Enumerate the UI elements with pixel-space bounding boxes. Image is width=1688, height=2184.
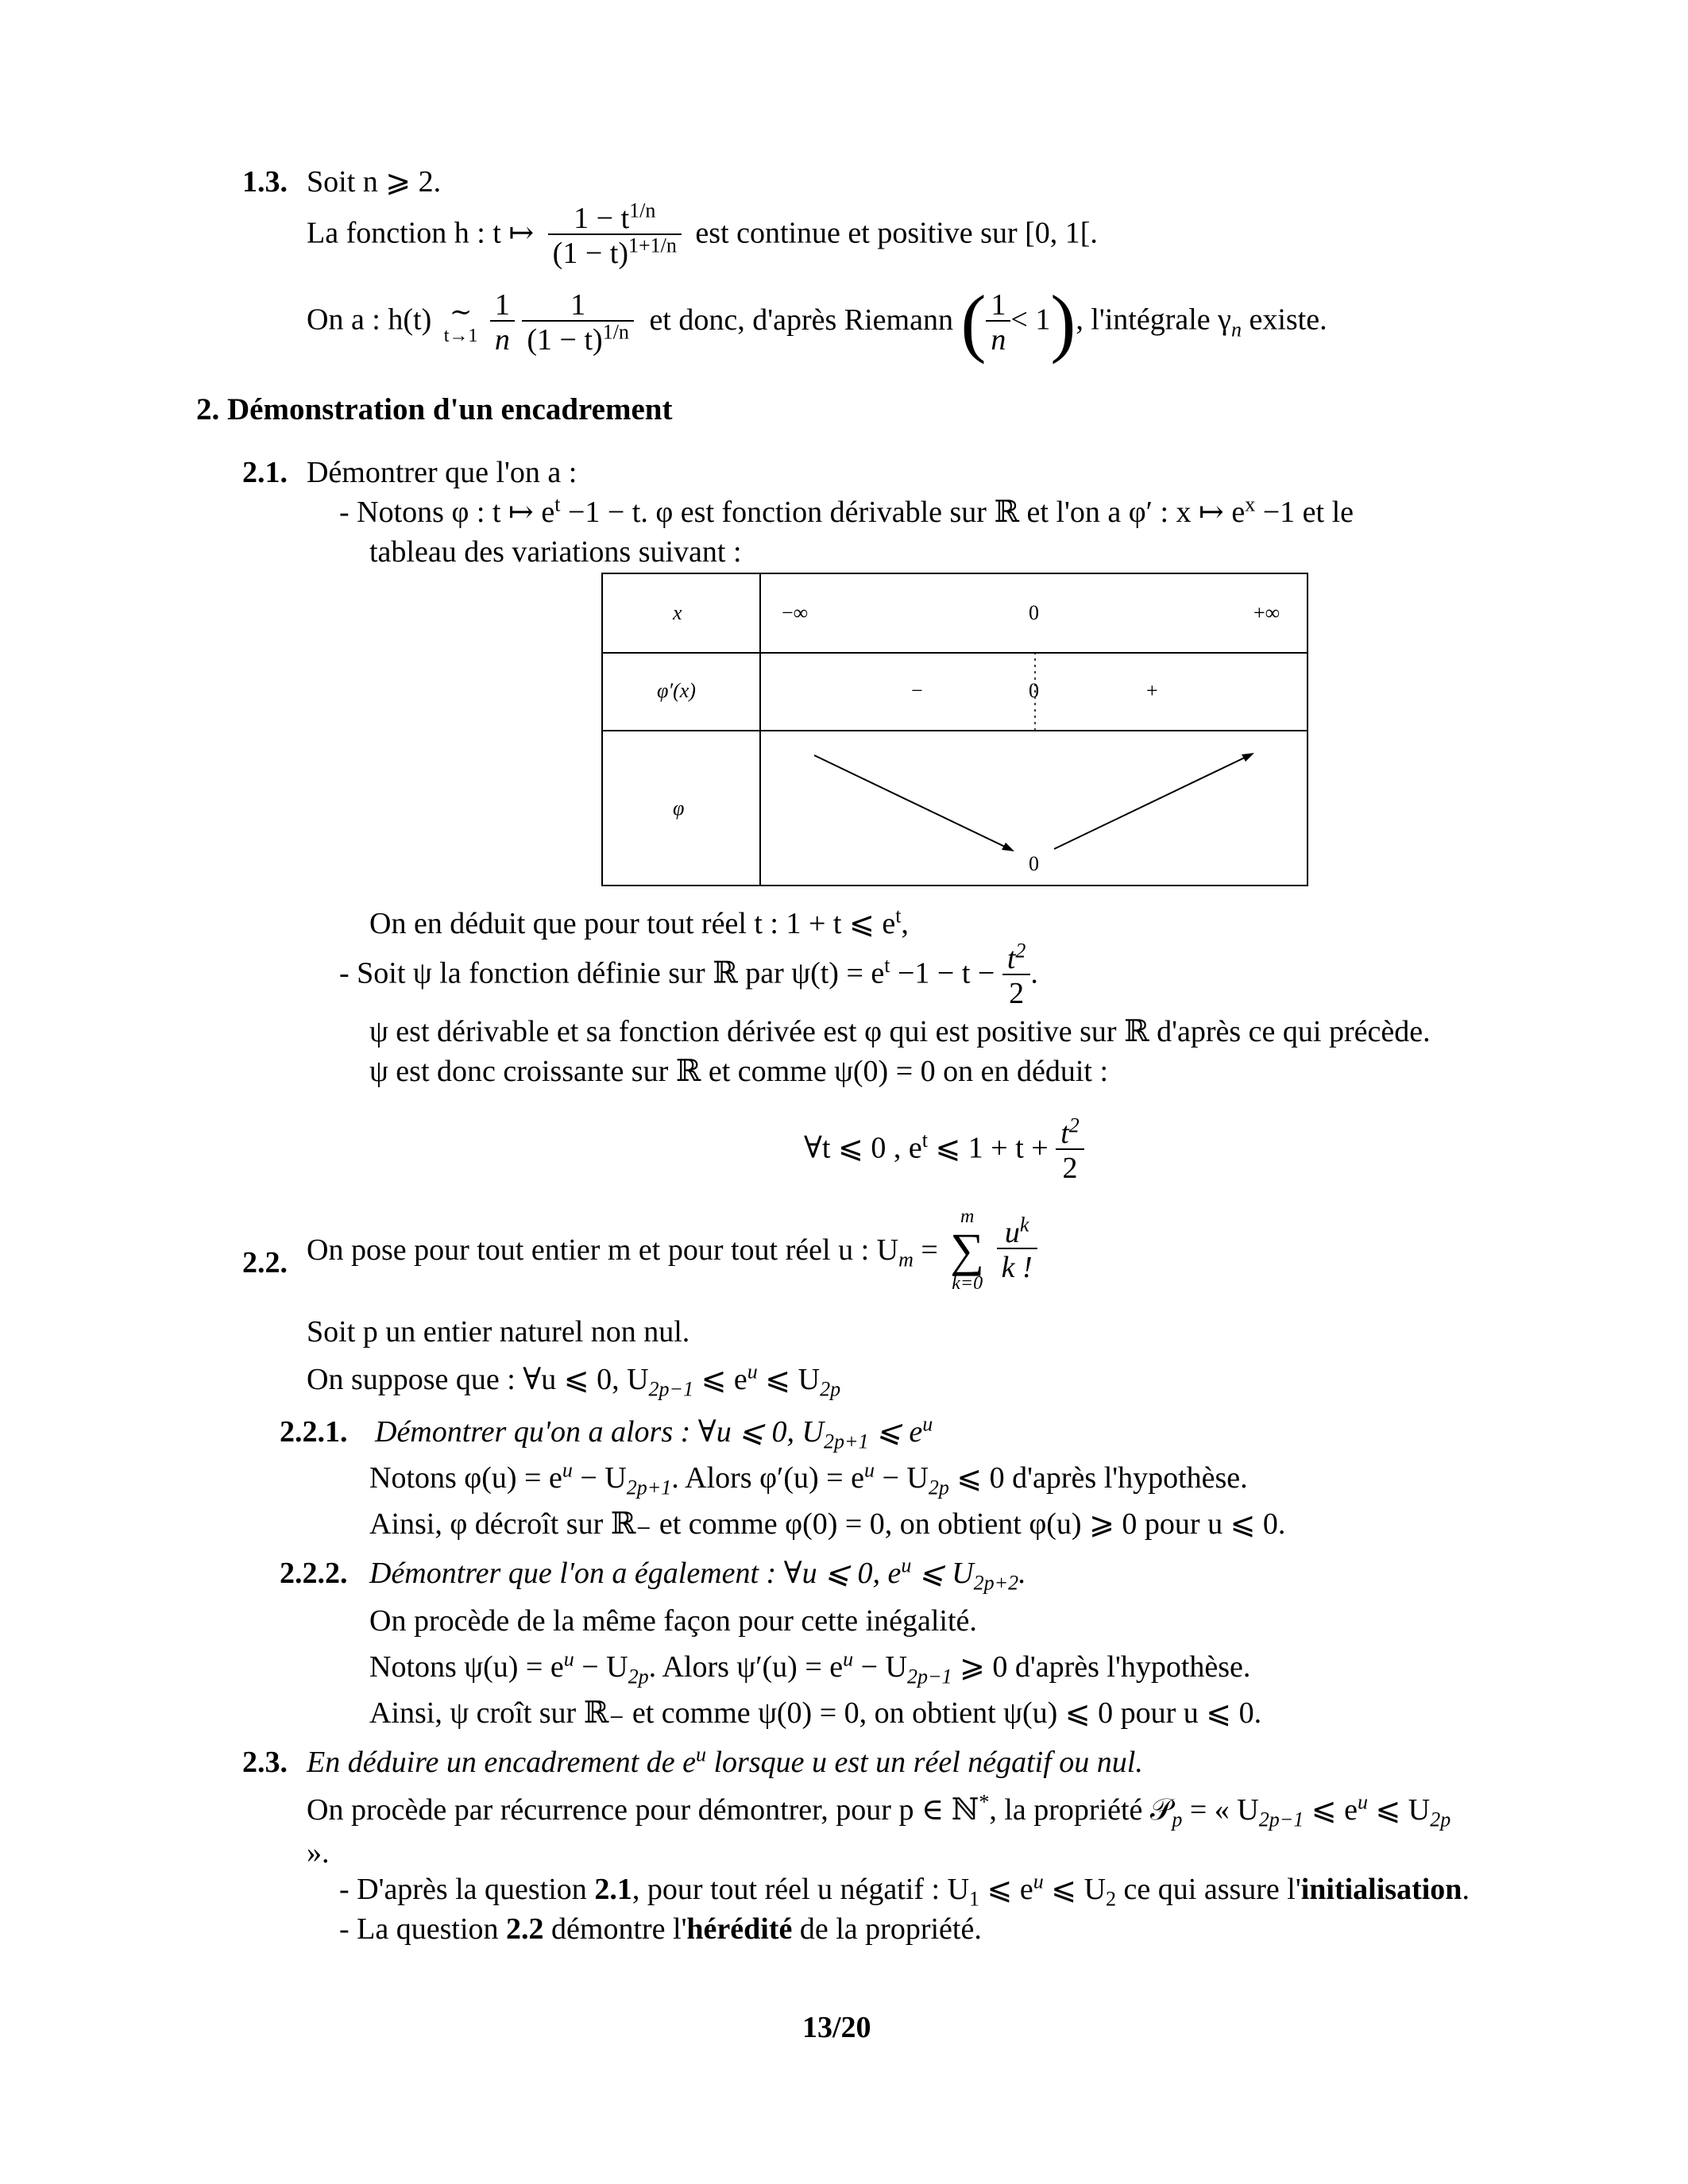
h-num-exp: 1/n xyxy=(629,199,656,222)
q222-number: 2.2.2. xyxy=(280,1557,348,1590)
min-value: 0 xyxy=(1029,852,1039,875)
q13-soit: Soit n ⩾ 2. xyxy=(307,165,442,199)
q22-suppose: On suppose que : ∀u ⩽ 0, $U_{2p-1}$ ⩽ $e^u$ ⩽ $U_{2p}$ xyxy=(307,1360,841,1401)
q13-function-prefix: La fonction h : t ↦ xyxy=(307,216,535,250)
q222-line1: On procède de la même façon pour cette inégalité. xyxy=(369,1604,977,1638)
left-paren: ( xyxy=(960,280,987,365)
sum-symbol: m ∑ k=0 xyxy=(950,1206,985,1294)
q21-bullet1-line2: tableau des variations suivant : xyxy=(369,535,742,569)
q23-bullet2: - La question 2.2 démontre l'hérédité de la propriété. xyxy=(339,1912,982,1946)
q221-line2: Ainsi, φ décroît sur ℝ₋ et comme φ(0) = 0, on obtient φ(u) ⩾ 0 pour u ⩽ 0. xyxy=(369,1507,1286,1541)
q21-number: 2.1. xyxy=(242,456,288,489)
q23-number: 2.3. xyxy=(242,1746,288,1779)
riemann-cond: < 1 xyxy=(1010,303,1051,337)
q21-psi-line2: ψ est donc croissante sur ℝ et comme ψ(0) = 0 on en déduit : xyxy=(369,1055,1109,1088)
q13-equiv-line: On a : h(t) ∼ t→1 $\frac{1}{n}$ $\frac{1}{(1 - t)^{1/n}}$ et donc, d'après Riemann ( $\frac{1}{n}$ < 1), l'intégrale $\gamma_n$ existe. xyxy=(307,280,1327,365)
plus-infinity: +∞ xyxy=(1253,601,1280,624)
sign-minus: − xyxy=(911,679,923,702)
q23-line2: ». xyxy=(307,1836,330,1870)
q13-function-suffix: est continue et positive sur [0, 1[. xyxy=(695,216,1098,250)
q13-number: 1.3. xyxy=(242,165,288,199)
q21-bullet1-line1: - Notons φ : t ↦ $e^t -1 - t$. φ est fonction dérivable sur ℝ et l'on a φ′ : x ↦ $e^x -1$ et le xyxy=(339,492,1354,529)
q221-heading: Démontrer qu'on a alors : ∀u ⩽ 0, $U_{2p+1}$ ⩽ $e^u$ xyxy=(375,1412,933,1453)
x-zero: 0 xyxy=(1029,601,1039,624)
equiv-prefix: On a : h(t) xyxy=(307,303,432,337)
q13-function-line xyxy=(307,199,1098,270)
q222-line3: Ainsi, ψ croît sur ℝ₋ et comme ψ(0) = 0, on obtient ψ(u) ⩽ 0 pour u ⩽ 0. xyxy=(369,1696,1262,1730)
q23-bullet1: - D'après la question 2.1, pour tout réel u négatif : $U_1$ ⩽ $e^u$ ⩽ $U_2$ ce qui assure l'initialisation. xyxy=(339,1870,1470,1911)
h-den: (1 − t) xyxy=(552,237,628,270)
q21-deduce: On en déduit que pour tout réel t : 1 + t ⩽ $e^t$, xyxy=(369,904,909,940)
equiv-frac2: $\frac{1}{(1 - t)^{1/n}}$ xyxy=(522,290,634,355)
q13-conclusion: , l'intégrale γ xyxy=(1076,303,1231,337)
q222-line2: Notons $\psi(u) = e^u - U_{2p}$. Alors $\psi'(u) = e^u - U_{2p-1}$ ⩾ 0 d'après l'hypothèse. xyxy=(369,1647,1251,1688)
increasing-arrow xyxy=(1054,755,1250,849)
minus-infinity: −∞ xyxy=(782,601,809,624)
decreasing-arrowhead xyxy=(1002,843,1014,851)
q22-soit-p: Soit p un entier naturel non nul. xyxy=(307,1315,690,1349)
q21-psi-line1: ψ est dérivable et sa fonction dérivée est φ qui est positive sur ℝ d'après ce qui précède. xyxy=(369,1015,1431,1048)
sum-fraction: $\frac{u^k}{k !}$ xyxy=(997,1217,1037,1283)
equiv-frac1: $\frac{1}{n}$ xyxy=(490,290,515,355)
equiv-symbol: ∼ t→1 xyxy=(443,298,478,346)
display-fraction: $\frac{t^2}{2}$ xyxy=(1056,1118,1084,1183)
variation-table xyxy=(601,573,1308,886)
q222-heading: Démontrer que l'on a également : ∀u ⩽ 0, $e^u$ ⩽ $U_{2p+2}$. xyxy=(369,1553,1026,1595)
q13-h-fraction xyxy=(548,199,682,270)
row3-label: φ xyxy=(673,797,685,820)
q21-bullet2: - Soit ψ la fonction définie sur ℝ par $\psi(t) = e^t -1 - t$ − $\frac{t^2}{2}$ . xyxy=(339,939,1038,1010)
q22-number: 2.2. xyxy=(242,1246,288,1279)
right-paren: ) xyxy=(1050,280,1076,365)
row1-label: x xyxy=(673,601,682,624)
q22-intro: On pose pour tout entier m et pour tout réel u : $U_m$ = m ∑ k=0 $\frac{u^k}{k !}$ xyxy=(307,1207,1037,1293)
q221-number: 2.2.1. xyxy=(280,1415,348,1449)
section2-title: 2. Démonstration d'un encadrement xyxy=(196,392,673,426)
variation-arrows xyxy=(603,574,1310,888)
riemann-frac: $\frac{1}{n}$ xyxy=(986,290,1010,355)
q21-display-inequality: ∀t ⩽ 0 , $e^t$ ⩽ 1 + t + $\frac{t^2}{2}$ xyxy=(804,1118,1084,1183)
increasing-arrowhead xyxy=(1242,753,1254,762)
q221-line1: Notons $\varphi(u) = e^u - U_{2p+1}$. Alors $\varphi'(u) = e^u - U_{2p}$ ⩽ 0 d'après l'hypothèse. xyxy=(369,1458,1248,1499)
riemann-text: et donc, d'après Riemann xyxy=(649,303,953,337)
q23-heading: En déduire un encadrement de $e^u$ lorsque u est un réel négatif ou nul. xyxy=(307,1742,1143,1779)
page-number: 13/20 xyxy=(802,2011,871,2044)
decreasing-arrow xyxy=(814,755,1010,849)
sign-plus: + xyxy=(1146,679,1158,702)
h-den-exp: 1+1/n xyxy=(628,233,677,257)
sign-zero: 0 xyxy=(1029,679,1039,702)
q23-line1: On procède par récurrence pour démontrer, pour p ∈ ℕ*, la propriété 𝒫$_p$ = « $U_{2p-1}$ ⩽ $e^u$ ⩽ $U_{2p}$ xyxy=(307,1790,1451,1831)
h-num: 1 − t xyxy=(574,202,630,235)
q21-heading: Démontrer que l'on a : xyxy=(307,456,577,489)
row2-label: φ′(x) xyxy=(657,679,696,702)
bullet2-fraction: $\frac{t^2}{2}$ xyxy=(1002,943,1031,1009)
